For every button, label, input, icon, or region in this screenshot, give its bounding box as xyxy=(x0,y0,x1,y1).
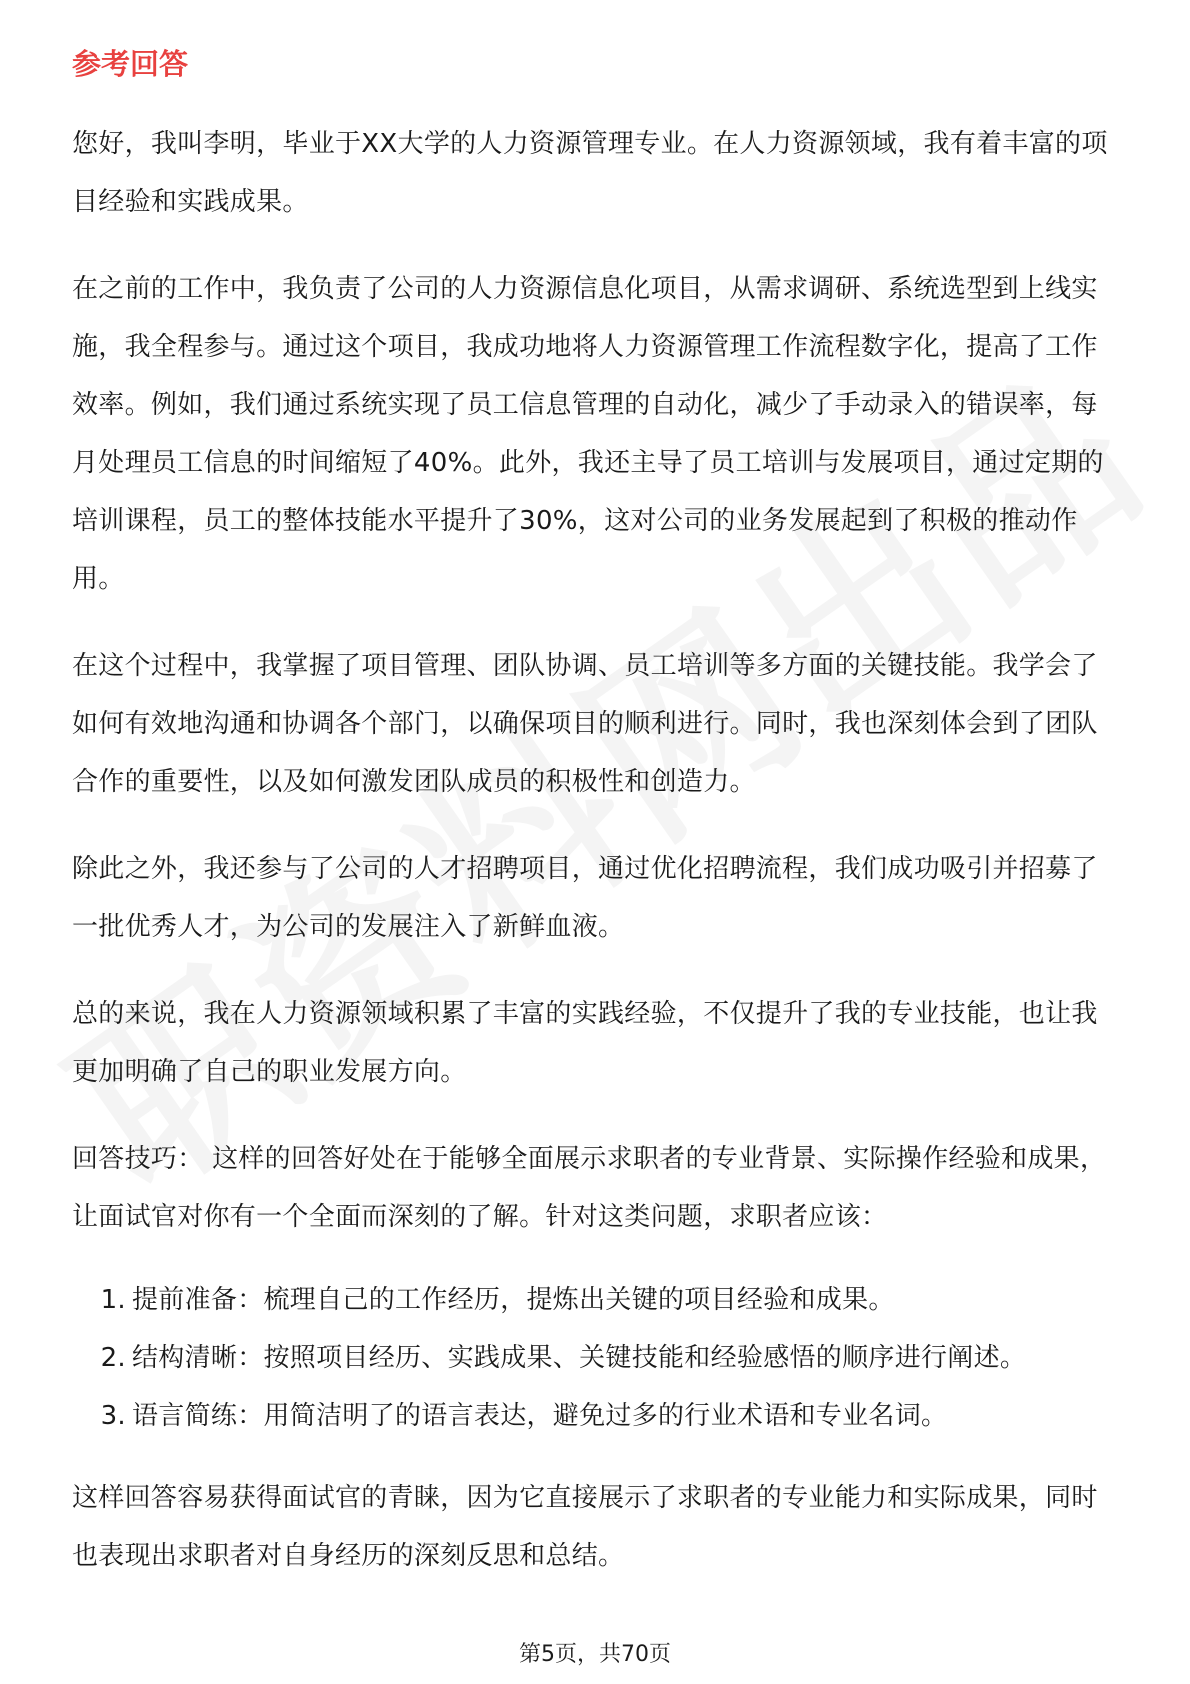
paragraph-answer-tips: 回答技巧： 这样的回答好处在于能够全面展示求职者的专业背景、实际操作经验和成果，让面试官对你有一个全面而深刻的了解。针对这类问题，求职者应该： xyxy=(72,1144,1107,1232)
paragraph-skills: 在这个过程中，我掌握了项目管理、团队协调、员工培训等多方面的关键技能。我学会了如何有效地沟通和协调各个部门，以确保项目的顺利进行。同时，我也深刻体会到了团队合作的重要性，以及如何激发团队成员的积极性和创造力。 xyxy=(72,651,1098,797)
list-item xyxy=(72,1387,1122,1445)
page-number-footer: 第5页，共70页 xyxy=(519,1642,671,1667)
paragraph-closing: 这样回答容易获得面试官的青睐，因为它直接展示了求职者的专业能力和实际成果，同时也表现出求职者对自身经历的深刻反思和总结。 xyxy=(72,1483,1098,1571)
paragraph-intro: 您好，我叫李明，毕业于XX大学的人力资源管理专业。在人力资源领域，我有着丰富的项目经验和实践成果。 xyxy=(72,129,1108,217)
paragraph-recruiting: 除此之外，我还参与了公司的人才招聘项目，通过优化招聘流程，我们成功吸引并招募了一批优秀人才，为公司的发展注入了新鲜血液。 xyxy=(72,854,1098,942)
tips-list xyxy=(72,1271,1122,1445)
list-item-text: 结构清晰：按照项目经历、实践成果、关键技能和经验感悟的顺序进行阐述。 xyxy=(132,1343,1027,1373)
list-item-number: 1. xyxy=(100,1285,126,1315)
section-title: 参考回答 xyxy=(72,47,189,81)
list-item xyxy=(72,1271,1122,1329)
list-item-number: 2. xyxy=(100,1343,126,1373)
list-item-text: 语言简练：用简洁明了的语言表达，避免过多的行业术语和专业名词。 xyxy=(132,1401,948,1431)
content-area xyxy=(72,44,1122,1614)
paragraph-project-experience: 在之前的工作中，我负责了公司的人力资源信息化项目，从需求调研、系统选型到上线实施，我全程参与。通过这个项目，我成功地将人力资源管理工作流程数字化，提高了工作效率。例如，我们通过系统实现了员工信息管理的自动化，减少了手动录入的错误率，每月处理员工信息的时间缩短了40%。此外，我还主导了员工培训与发展项目，通过定期的培训课程，员工的整体技能水平提升了30%，这对公司的业务发展起到了积极的推动作用。 xyxy=(72,274,1104,594)
list-item-text: 提前准备：梳理自己的工作经历，提炼出关键的项目经验和成果。 xyxy=(132,1285,895,1315)
paragraph-summary: 总的来说，我在人力资源领域积累了丰富的实践经验，不仅提升了我的专业技能，也让我更加明确了自己的职业发展方向。 xyxy=(72,999,1098,1087)
list-item xyxy=(72,1329,1122,1387)
list-item-number: 3. xyxy=(100,1401,126,1431)
